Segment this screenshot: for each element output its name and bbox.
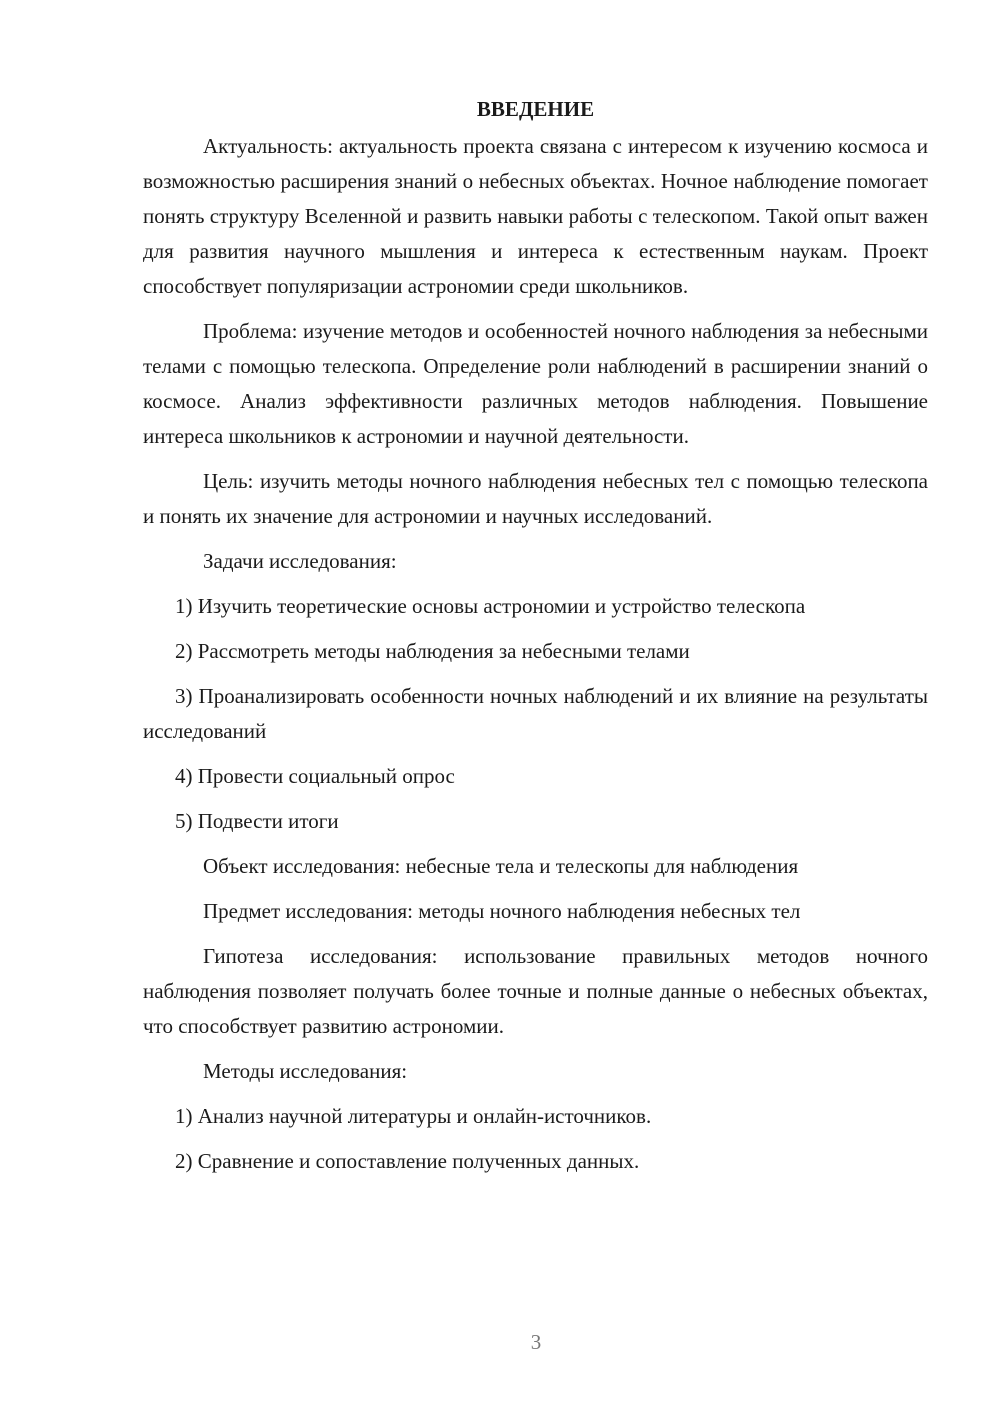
task-item: 4) Провести социальный опрос (175, 764, 455, 788)
task-item: 1) Изучить теоретические основы астрономии и устройство телескопа (175, 594, 806, 618)
goal-paragraph: Цель: изучить методы ночного наблюдения небесных тел с помощью телескопа и понять их значение для астрономии и научных исследований. (143, 469, 928, 528)
problem-paragraph: Проблема: изучение методов и особенностей ночного наблюдения за небесными телами с помощью телескопа. Определение роли наблюдений в расширении знаний о космосе. Анализ эффективности различных методов наблюдения. Повышение интереса школьников к астрономии и научной деятельности. (143, 319, 928, 448)
method-item: 2) Сравнение и сопоставление полученных данных. (175, 1149, 640, 1173)
method-item: 1) Анализ научной литературы и онлайн-источников. (175, 1104, 652, 1128)
tasks-heading: Задачи исследования: (203, 549, 397, 573)
task-item: 5) Подвести итоги (175, 809, 339, 833)
methods-heading: Методы исследования: (203, 1059, 408, 1083)
hypothesis-paragraph: Гипотеза исследования: использование правильных методов ночного наблюдения позволяет получать более точные и полные данные о небесных объектах, что способствует развитию астрономии. (143, 944, 928, 1038)
document-page (143, 92, 928, 1189)
object-paragraph: Объект исследования: небесные тела и телескопы для наблюдения (203, 854, 799, 878)
page-number: 3 (530, 1330, 542, 1354)
relevance-paragraph: Актуальность: актуальность проекта связана с интересом к изучению космоса и возможностью расширения знаний о небесных объектах. Ночное наблюдение помогает понять структуру Вселенной и развить навыки работы с телескопом. Такой опыт важен для развития научного мышления и интереса к естественным наукам. Проект способствует популяризации астрономии среди школьников. (143, 134, 928, 298)
task-item: 2) Рассмотреть методы наблюдения за небесными телами (175, 639, 690, 663)
task-item: 3) Проанализировать особенности ночных наблюдений и их влияние на результаты исследований (143, 684, 928, 743)
section-title: ВВЕДЕНИЕ (476, 97, 595, 121)
subject-paragraph: Предмет исследования: методы ночного наблюдения небесных тел (203, 899, 801, 923)
